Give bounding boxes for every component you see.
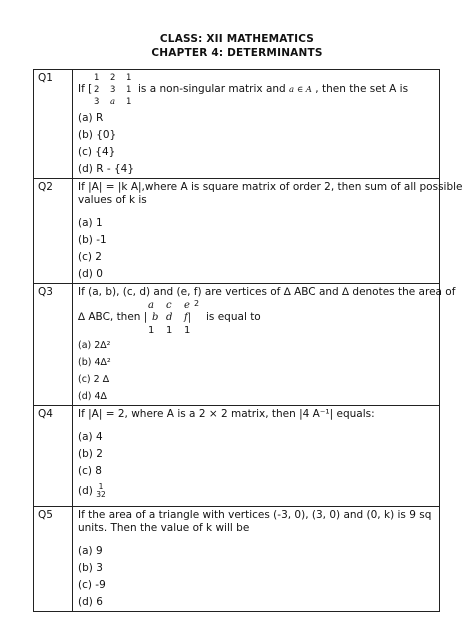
question-body — [73, 507, 440, 612]
option-c: (c) 2 ∆ — [78, 374, 110, 385]
matrix-cell: 1 — [148, 325, 155, 336]
matrix-cell: 1 — [94, 73, 100, 83]
question-number: Q5 — [34, 507, 73, 612]
question-body — [73, 284, 456, 406]
options-list — [78, 110, 435, 178]
question-number: Q2 — [34, 179, 73, 284]
matrix-cell: 1 — [184, 325, 191, 336]
question-row-2 — [34, 179, 440, 284]
option-a: (a) 1 — [78, 217, 103, 229]
fraction-numerator: 1 — [98, 482, 104, 491]
option-d: (d) R - {4} — [78, 163, 134, 175]
q3-text-line1: If (a, b), (c, d) and (e, f) are vertices of ∆ ABC and ∆ denotes the area of — [78, 286, 456, 298]
option-b: (b) 3 — [78, 562, 103, 574]
matrix-cell: f| — [184, 312, 192, 323]
fraction — [96, 483, 106, 499]
matrix-cell: c — [166, 300, 172, 311]
option-c: (c) 8 — [78, 465, 102, 477]
matrix-cell: 3 — [110, 85, 116, 95]
question-body — [73, 70, 440, 179]
question-number: Q3 — [34, 284, 73, 406]
option-a: (a) 4 — [78, 431, 103, 443]
option-b: (b) 4∆² — [78, 357, 111, 368]
option-d-row — [78, 480, 435, 502]
chapter-title: CHAPTER 4: DETERMINANTS — [151, 47, 323, 59]
matrix-cell: 3 — [94, 97, 100, 107]
option-b: (b) 2 — [78, 448, 103, 460]
q1-condition: a ∈ A — [289, 85, 312, 95]
options-list — [78, 215, 435, 283]
options-list — [78, 543, 435, 611]
q2-text-line2: values of k is — [78, 194, 147, 206]
question-body — [73, 179, 463, 284]
matrix-cell: 2 — [110, 73, 116, 83]
option-b: (b) {0} — [78, 129, 117, 141]
q1-text — [138, 83, 408, 97]
question-row-1 — [34, 70, 440, 179]
option-a: (a) 2∆² — [78, 340, 111, 351]
class-title: CLASS: XII MATHEMATICS — [159, 33, 315, 45]
question-row-5 — [34, 507, 440, 612]
option-d: (d) 6 — [78, 596, 103, 608]
question-number: Q4 — [34, 406, 73, 507]
question-row-4 — [34, 406, 440, 507]
options-list — [78, 337, 435, 405]
questions-table — [33, 69, 463, 612]
q3-text-suffix: is equal to — [206, 311, 261, 323]
matrix-cell: b — [152, 312, 159, 323]
q1-text-mid: is a non-singular matrix and — [138, 83, 290, 95]
q3-determinant — [78, 299, 435, 337]
options-list — [78, 429, 435, 502]
matrix-cell: d — [166, 312, 173, 323]
q1-stem — [78, 72, 435, 108]
q5-text-line1: If the area of a triangle with vertices (-3, 0), (3, 0) and (0, k) is 9 sq — [78, 509, 432, 521]
option-c: (c) 2 — [78, 251, 102, 263]
matrix-cell: 1 — [126, 85, 132, 95]
question-number: Q1 — [34, 70, 73, 179]
matrix-cell: 2 — [94, 85, 100, 95]
matrix-cell: 1 — [166, 325, 173, 336]
matrix-cell: 1 — [126, 97, 132, 107]
question-body — [73, 406, 440, 507]
option-c: (c) -9 — [78, 579, 106, 591]
superscript: 2 — [194, 299, 200, 308]
matrix-cell: a — [110, 97, 116, 107]
fraction-denominator: 32 — [96, 490, 106, 499]
option-a: (a) 9 — [78, 545, 103, 557]
q5-text-line2: units. Then the value of k will be — [78, 522, 250, 534]
q1-prefix: If [ — [78, 83, 93, 95]
matrix-cell: e — [184, 300, 190, 311]
q1-text-end: , then the set A is — [311, 83, 409, 95]
option-c: (c) {4} — [78, 146, 116, 158]
option-d: (d) 4∆ — [78, 391, 107, 402]
q2-text-line1: If |A| = |k A|,where A is square matrix of order 2, then sum of all possible — [78, 181, 463, 193]
option-a: (a) R — [78, 112, 104, 124]
matrix-cell: a — [148, 300, 154, 311]
q3-text-prefix: ∆ ABC, then | — [78, 311, 148, 323]
option-d: (d) 0 — [78, 268, 103, 280]
option-b: (b) -1 — [78, 234, 107, 246]
option-d: (d) — [78, 485, 93, 497]
question-row-3 — [34, 284, 440, 406]
q4-text: If |A| = 2, where A is a 2 × 2 matrix, then |4 A⁻¹| equals: — [78, 408, 375, 420]
matrix-cell: 1 — [126, 73, 132, 83]
